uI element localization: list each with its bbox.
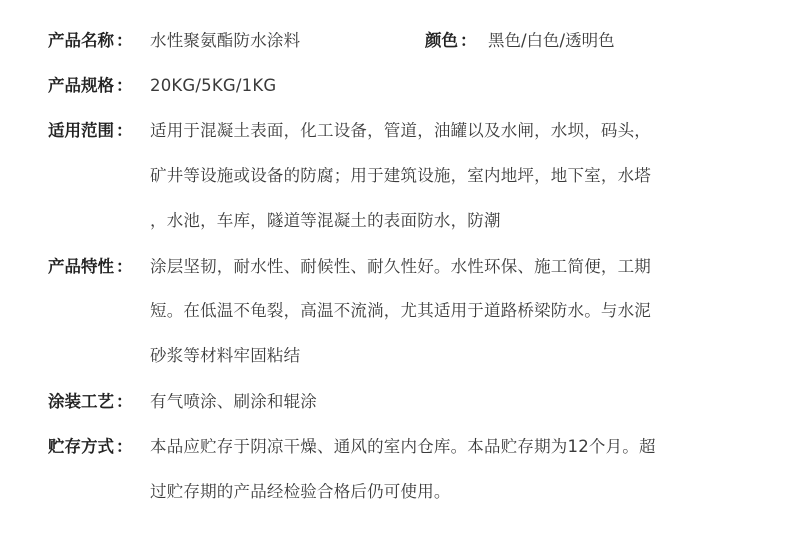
features-line: 砂浆等材料牢固粘结: [150, 346, 301, 365]
color-value: 黑色/白色/透明色: [488, 31, 615, 50]
color-label: 颜色 ：: [425, 31, 477, 50]
features-label: 产品特性 ：: [48, 257, 133, 276]
features-line: 涂层坚韧，耐水性、耐候性、耐久性好。水性环保、施工简便，工期: [150, 257, 651, 276]
features-line: 短。在低温不龟裂，高温不流淌，尤其适用于道路桥梁防水。与水泥: [150, 301, 651, 320]
process-value: 有气喷涂、刷涂和辊涂: [150, 392, 317, 411]
scope-line: ，水池，车库，隧道等混凝土的表面防水，防潮: [150, 211, 501, 230]
scope-line: 矿井等设施或设备的防腐；用于建筑设施，室内地坪，地下室，水塔: [150, 166, 651, 185]
storage-line: 本品应贮存于阴凉干燥、通风的室内仓库。本品贮存期为12个月。超: [150, 437, 656, 456]
scope-line: 适用于混凝土表面，化工设备，管道，油罐以及水闸，水坝，码头，: [150, 121, 651, 140]
product-spec-label: 产品规格 ：: [48, 76, 133, 95]
storage-label: 贮存方式 ：: [48, 437, 133, 456]
storage-line: 过贮存期的产品经检验合格后仍可使用。: [150, 482, 451, 501]
product-name-label: 产品名称 ：: [48, 31, 133, 50]
scope-label: 适用范围 ：: [48, 121, 133, 140]
process-label: 涂装工艺 ：: [48, 392, 133, 411]
product-spec-value: 20KG/5KG/1KG: [150, 76, 277, 95]
product-name-value: 水性聚氨酯防水涂料: [150, 31, 301, 50]
